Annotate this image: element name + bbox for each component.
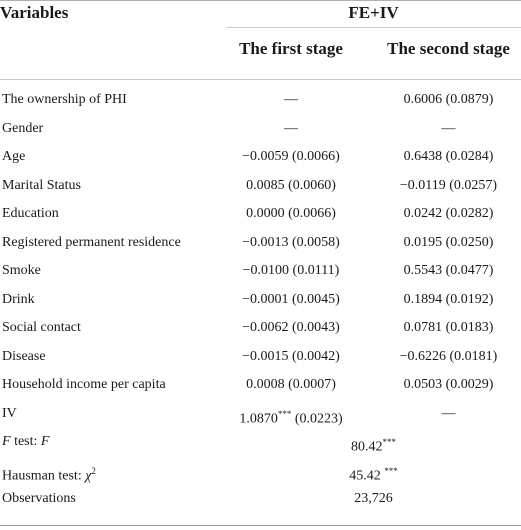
row-label: Drink: [2, 291, 35, 307]
table-row: [0, 229, 521, 258]
hausman-test-row: [0, 457, 521, 486]
first-stage-cell: −0.0062 (0.0043): [242, 320, 340, 335]
second-stage-cell: 0.0781 (0.0183): [403, 320, 494, 335]
second-stage-cell: −0.0119 (0.0257): [399, 177, 498, 193]
first-stage-cell: 0.0085 (0.0060): [246, 177, 336, 193]
first-stage-cell: 0.0000 (0.0066): [246, 206, 336, 221]
first-stage-cell: −0.0013 (0.0058): [242, 234, 340, 250]
first-stage-header: The first stage: [239, 39, 343, 58]
significance-stars: ***: [277, 408, 292, 419]
table-row: [0, 371, 521, 400]
first-stage-cell: −0.0015 (0.0042): [242, 348, 340, 364]
row-label: IV: [2, 405, 17, 421]
row-label: Household income per capita: [2, 377, 166, 392]
row-label: Gender: [2, 120, 44, 136]
hausman-test-label: Hausman test: $\chi^2$: [2, 465, 96, 484]
first-stage-cell: −0.0059 (0.0066): [242, 149, 340, 164]
second-stage-cell: 0.0195 (0.0250): [403, 234, 494, 250]
significance-stars: ***: [382, 437, 396, 447]
iv-standard-error: (0.0223): [291, 411, 343, 427]
observations-row: [0, 485, 521, 514]
table-row: [0, 86, 521, 115]
second-stage-cell: 0.0242 (0.0282): [403, 206, 494, 221]
first-stage-cell: —: [284, 92, 298, 107]
second-stage-cell: 0.6006 (0.0879): [403, 92, 494, 107]
second-stage-cell: 0.0503 (0.0029): [403, 377, 494, 392]
significance-stars: ***: [384, 465, 398, 476]
header-rule: [0, 79, 521, 80]
row-label: Smoke: [2, 263, 41, 278]
second-stage-cell: —: [441, 120, 456, 136]
table-row: [0, 400, 521, 429]
row-label: Education: [2, 206, 59, 221]
second-stage-cell: −0.6226 (0.0181): [399, 348, 498, 364]
row-label: Registered permanent residence: [2, 234, 181, 250]
table-row: [0, 143, 521, 172]
table-row: [0, 200, 521, 229]
f-test-value: 80.42***: [351, 437, 396, 455]
first-stage-cell: −0.0100 (0.0111): [242, 263, 340, 278]
second-stage-header: The second stage: [387, 39, 510, 58]
f-test-row: [0, 428, 521, 457]
table-row: [0, 314, 521, 343]
table-row: [0, 343, 521, 372]
table-row: [0, 286, 521, 315]
row-label: The ownership of PHI: [2, 92, 127, 107]
iv-coefficient: 1.0870: [239, 411, 278, 427]
second-stage-cell: 0.6438 (0.0284): [403, 149, 494, 164]
row-label: Marital Status: [2, 177, 81, 193]
observations-label: Observations: [2, 491, 76, 506]
group-underline: [226, 27, 521, 28]
table-row: [0, 172, 521, 201]
bottom-rule: [0, 525, 521, 526]
hausman-test-value: 45.42 ***: [349, 465, 398, 484]
first-stage-cell: 0.0008 (0.0007): [246, 377, 336, 392]
table-row: [0, 115, 521, 144]
table-row: [0, 257, 521, 286]
second-stage-cell: 0.5543 (0.0477): [403, 263, 494, 278]
second-stage-cell: —: [441, 405, 456, 421]
first-stage-cell: —: [284, 120, 298, 136]
row-label: Social contact: [2, 320, 81, 335]
first-stage-cell: −0.0001 (0.0045): [242, 291, 340, 307]
fe-iv-group-header: FE+IV: [348, 3, 399, 22]
row-label: Age: [2, 149, 26, 164]
row-label: Disease: [2, 348, 46, 364]
f-test-label: F test: F: [2, 434, 50, 449]
variables-header: Variables: [0, 3, 69, 22]
observations-value: 23,726: [354, 491, 393, 506]
second-stage-cell: 0.1894 (0.0192): [403, 291, 494, 307]
